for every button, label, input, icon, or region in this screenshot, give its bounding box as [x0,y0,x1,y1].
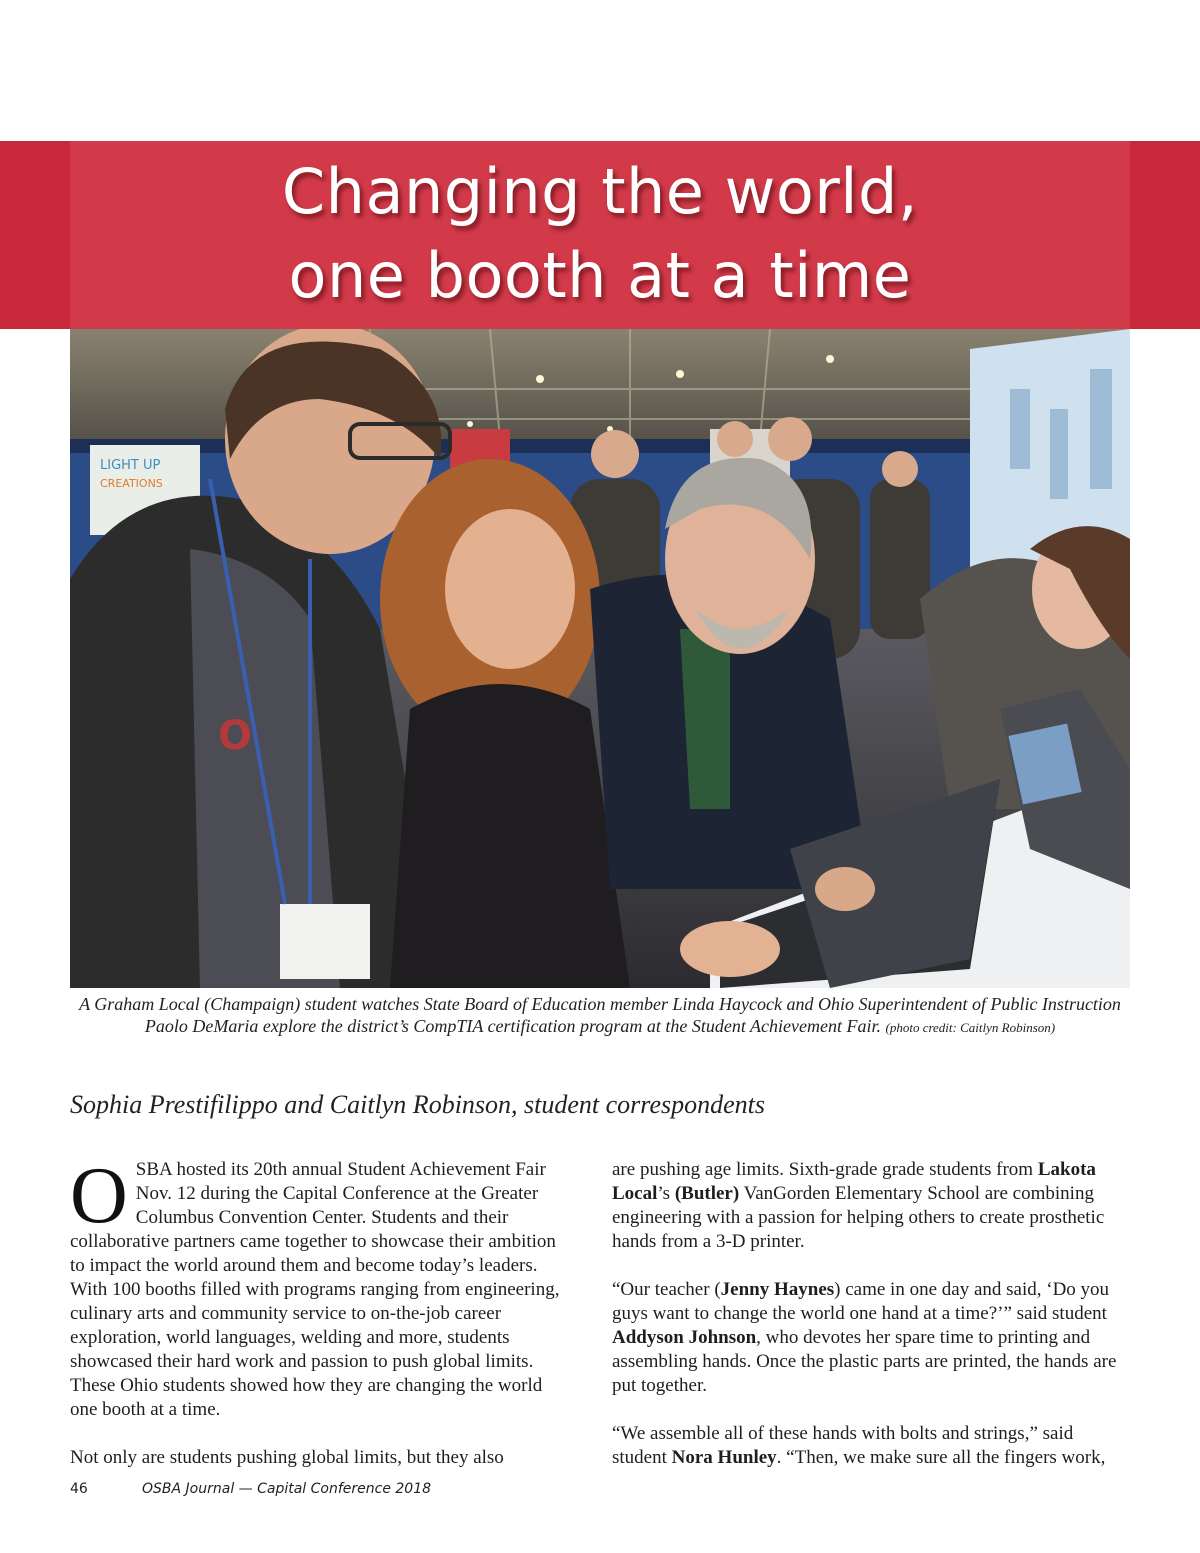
p5-text-c: . “Then, we make sure all the fingers work, [776,1447,1106,1468]
photo-credit: (photo credit: Caitlyn Robinson) [885,1020,1056,1035]
title-line-1: Changing the world, [281,155,919,228]
paragraph-2: Not only are students pushing global limits, but they also [70,1447,504,1468]
caption-text: A Graham Local (Champaign) student watches State Board of Education member Linda Haycock and Ohio Superintendent of Public Instruction Paolo DeMaria explore the district’s CompTIA certification program at the Student Achievement Fair. [79,994,1121,1036]
svg-text:O: O [218,713,253,759]
p3-text-a: are pushing age limits. Sixth-grade grade students from [612,1159,1038,1180]
paragraph-5 [612,1422,1132,1470]
paragraph-1 [70,1152,570,1422]
page-number: 46 [70,1481,88,1497]
photo-caption [70,993,1130,1039]
svg-text:LIGHT UP: LIGHT UP [100,458,161,473]
svg-text:CREATIONS: CREATIONS [100,477,163,490]
paragraph-4 [612,1278,1132,1398]
p3-text-d: VanGorden Elementary School are combining engineering with a passion for helping others to create prosthetic hands from a 3-D printer. [612,1183,1105,1252]
photo-illustration [70,329,1130,988]
article-column-right [612,1158,1132,1494]
paragraph-3 [612,1158,1132,1254]
page-footer [70,1481,431,1497]
p5-bold-hunley: Nora Hunley [671,1447,777,1468]
journal-title: OSBA Journal — Capital Conference 2018 [142,1481,432,1497]
p4-text-c: ) came in one day and said, ‘Do you guys want to change the world one hand at a time?’” said student [612,1279,1110,1324]
p3-bold-butler: (Butler) [674,1183,740,1204]
p5-text-a: “We assemble all of these hands with bolts and strings,” said student [612,1423,1074,1468]
p3-bold-lakota: Lakota Local [612,1159,1096,1204]
page-title [70,150,1130,318]
paragraph-1-text: SBA hosted its 20th annual Student Achievement Fair Nov. 12 during the Capital Conference at the Greater Columbus Convention Center. Students and their collaborative partners came together to showcase their ambition to impact the world around them and become today’s leaders. With 100 booths filled with programs ranging from engineering, culinary arts and community service to on-the-job career exploration, world languages, welding and more, students showcased their hard work and passion to push global limits. These Ohio students showed how they are changing the world one booth at a time. [70,1159,560,1420]
byline: Sophia Prestifilippo and Caitlyn Robinson, student correspondents [70,1090,765,1119]
title-line-2: one booth at a time [288,239,912,312]
p4-bold-johnson: Addyson Johnson [612,1327,757,1348]
article-column-left [70,1152,570,1494]
p4-text-d: , who devotes her spare time to printing and assembling hands. Once the plastic parts are printed, the hands are put together. [612,1327,1117,1396]
p3-text-c: ’s [657,1183,675,1204]
p4-bold-haynes: Jenny Haynes [720,1279,835,1300]
p4-text-a: “Our teacher ( [612,1279,721,1300]
drop-cap: O [70,1152,128,1240]
event-photo [70,329,1130,988]
